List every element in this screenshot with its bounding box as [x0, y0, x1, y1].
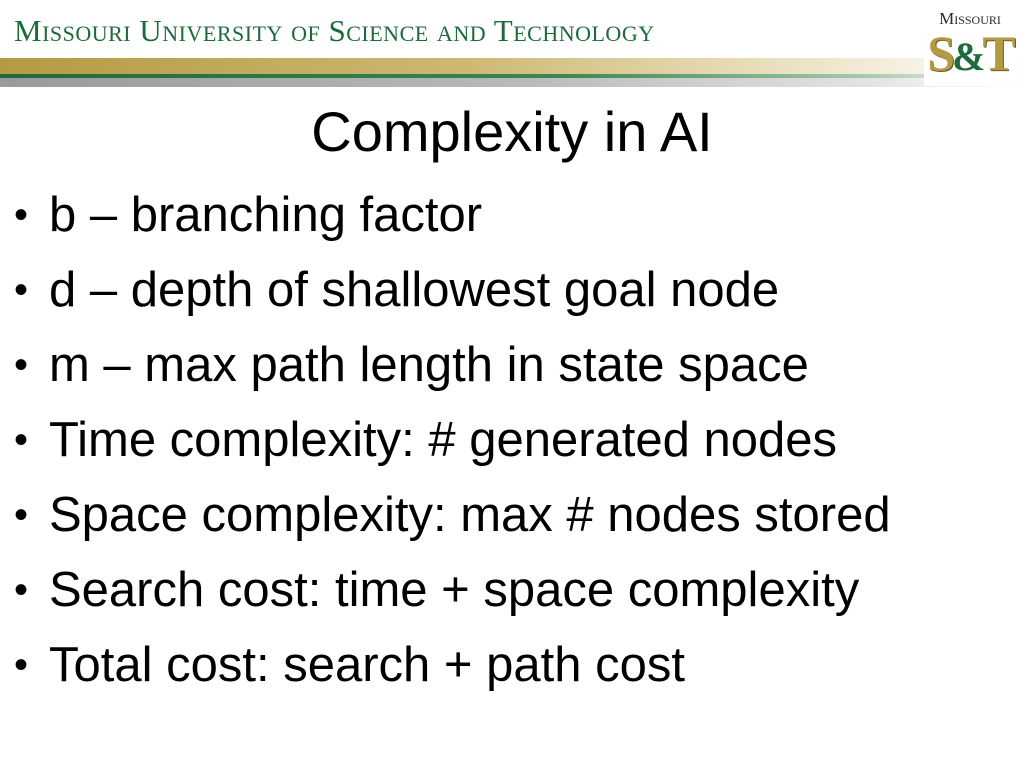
- bullet-dot: •: [14, 568, 29, 612]
- header-banner: [0, 0, 1024, 90]
- bullet-text: b – branching factor: [49, 188, 483, 242]
- logo-mark-t: T: [982, 25, 1013, 81]
- slide-title: Complexity in AI: [311, 100, 713, 163]
- bullet-dot: •: [14, 493, 29, 537]
- bullet-text: d – depth of shallowest goal node: [49, 263, 780, 317]
- bullet-text: m – max path length in state space: [49, 338, 809, 392]
- bullet-item: [14, 334, 1024, 409]
- bullet-item: [14, 184, 1024, 259]
- bullet-item: [14, 409, 1024, 484]
- bullet-text: Total cost: search + path cost: [49, 638, 685, 692]
- bullet-text: Search cost: time + space complexity: [49, 563, 860, 617]
- logo-word: Missouri: [939, 9, 1001, 28]
- bullet-dot: •: [14, 193, 29, 237]
- university-name: Missouri University of Science and Technology: [14, 13, 655, 48]
- header-gray-bar: [0, 78, 1024, 87]
- university-logo: [924, 8, 1016, 86]
- logo-mark-ampersand: &: [952, 34, 983, 79]
- bullet-text: Time complexity: # generated nodes: [49, 413, 838, 467]
- logo-mark-s: S: [927, 25, 953, 81]
- bullet-item: [14, 259, 1024, 334]
- bullet-dot: •: [14, 343, 29, 387]
- bullet-dot: •: [14, 268, 29, 312]
- bullet-dot: •: [14, 418, 29, 462]
- bullet-list: [14, 184, 1024, 709]
- bullet-item: [14, 634, 1024, 709]
- bullet-dot: •: [14, 643, 29, 687]
- logo-mark: [924, 25, 1016, 81]
- bullet-item: [14, 559, 1024, 634]
- bullet-item: [14, 484, 1024, 559]
- bullet-text: Space complexity: max # nodes stored: [49, 488, 891, 542]
